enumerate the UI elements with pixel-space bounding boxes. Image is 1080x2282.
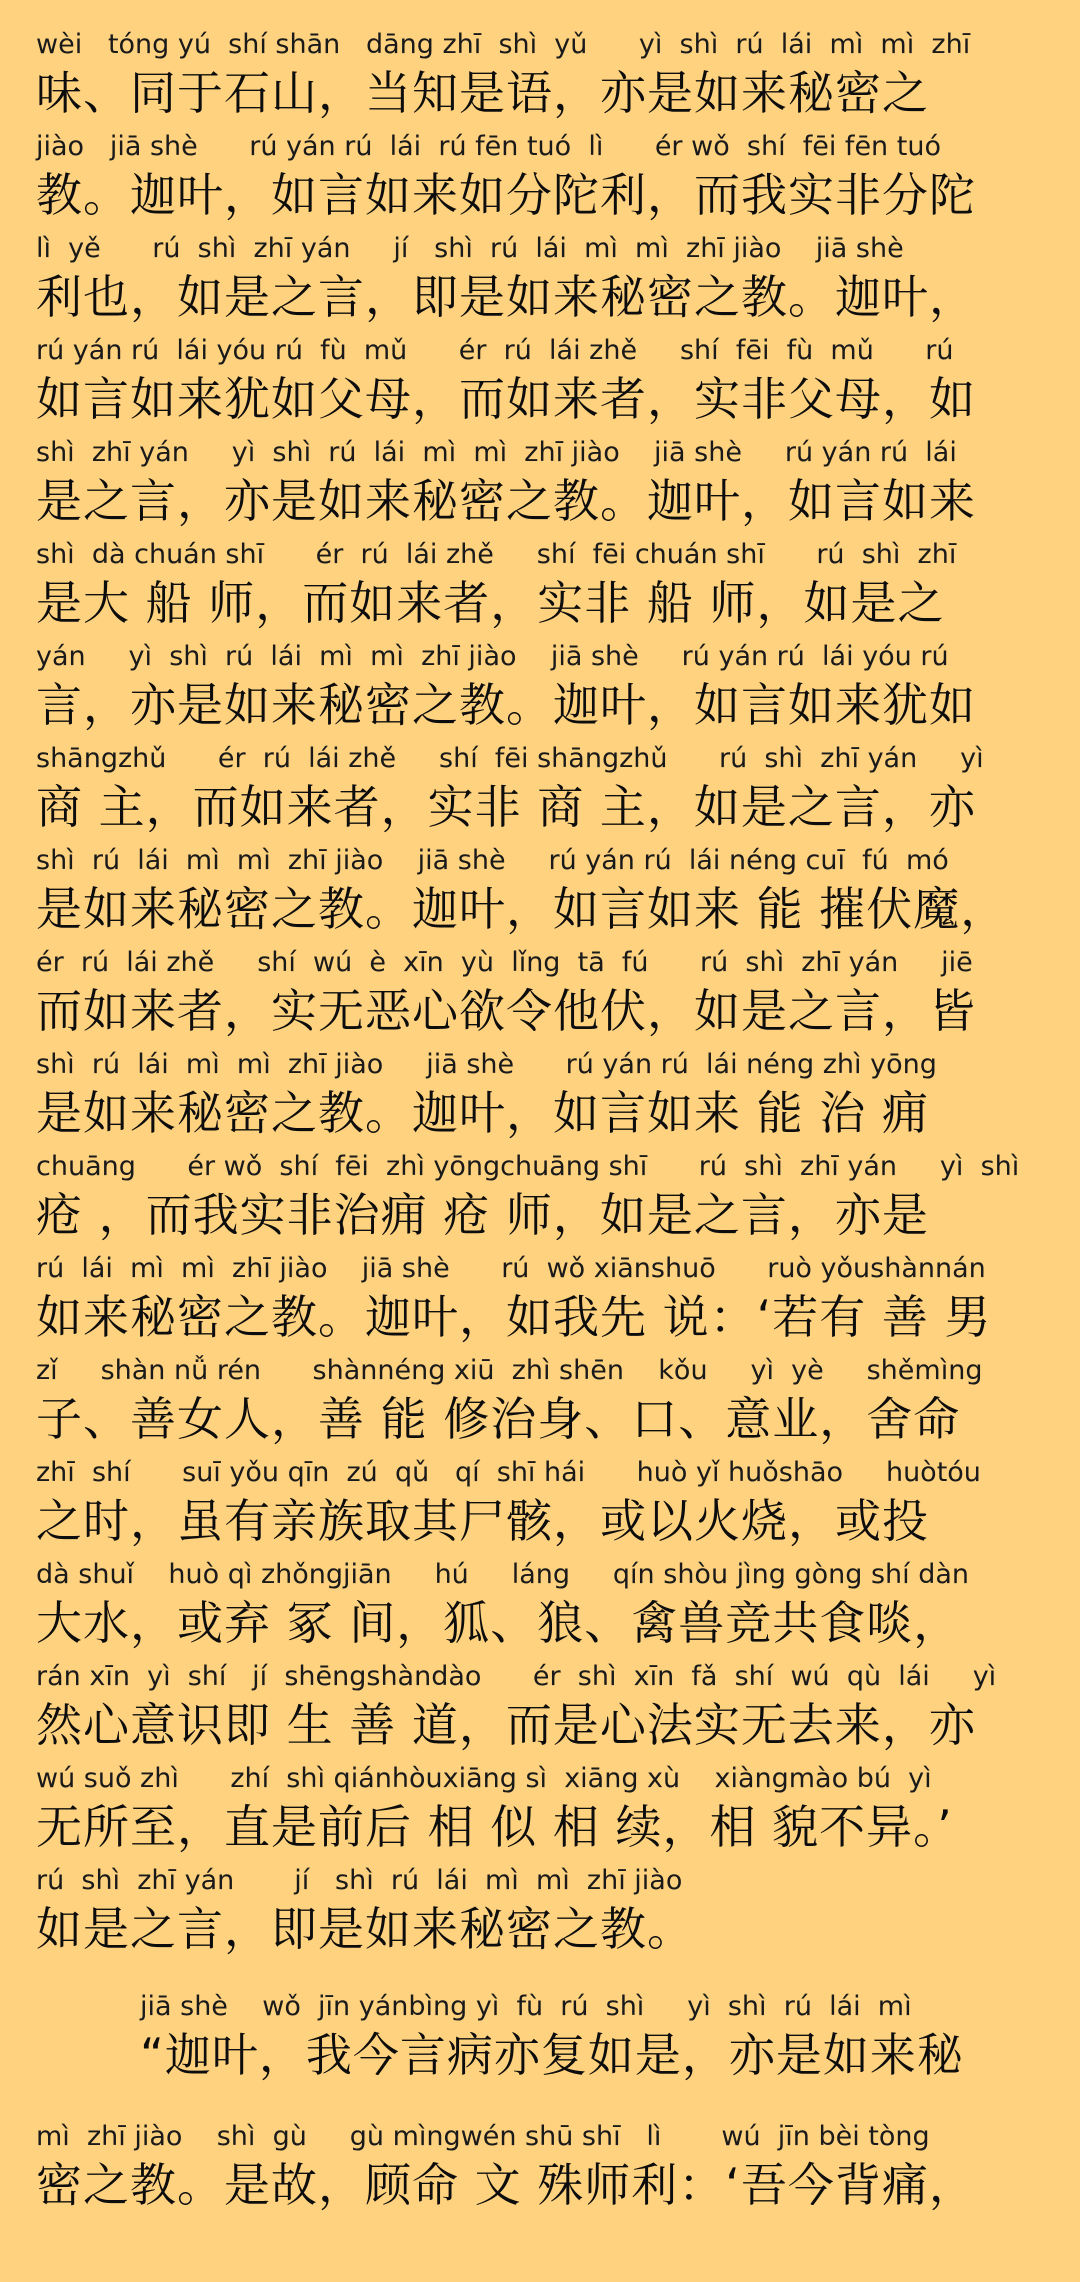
pinyin-line: jiā shè wǒ jīn yánbìng yì fù rú shì yì shì rú lái mì [140,1991,912,2022]
hanzi-line: 之时，虽有亲族取其尸骸，或以火烧，或投 [36,1494,929,1548]
text-line [36,844,1044,944]
pinyin-line: zǐ shàn nǚ rén shànnéng xiū zhì shēn kǒu yì yè shěmìng [36,1355,983,1386]
hanzi-line: 如言如来犹如父母，而如来者，实非父母，如 [36,372,976,426]
pinyin-line: rú lái mì mì zhī jiào jiā shè rú wǒ xiānshuō ruò yǒushànnán [36,1253,986,1284]
hanzi-line: 是如来秘密之教。迦叶，如言如来 能 治 痈 [36,1086,929,1140]
pinyin-line: yán yì shì rú lái mì mì zhī jiào jiā shè rú yán rú lái yóu rú [36,641,949,672]
text-line [36,1150,1044,1250]
pinyin-line: shāngzhǔ ér rú lái zhě shí fēi shāngzhǔ rú shì zhī yán yì [36,743,984,774]
text-line [36,640,1044,740]
hanzi-line: 是大 船 师，而如来者，实非 船 师，如是之 [36,576,945,630]
text-line [36,232,1044,332]
pinyin-line: wú suǒ zhì zhí shì qiánhòuxiāng sì xiāng xù xiàngmào bú yì [36,1763,932,1794]
hanzi-line: 言，亦是如来秘密之教。迦叶，如言如来犹如 [36,678,976,732]
hanzi-line: 密之教。是故，顾命 文 殊师利：‘吾今背痛， [36,2158,976,2212]
hanzi-line: 是如来秘密之教。迦叶，如言如来 能 摧伏魔， [36,882,1008,936]
pinyin-line: wèi tóng yú shí shān dāng zhī shì yǔ yì shì rú lái mì mì zhī [36,29,971,60]
text-line [36,946,1044,1046]
pinyin-line: rán xīn yì shí jí shēngshàndào ér shì xīn fǎ shí wú qù lái yì [36,1661,997,1692]
text-line [36,1252,1044,1352]
hanzi-line: 商 主，而如来者，实非 商 主，如是之言，亦 [36,780,976,834]
pinyin-line: rú yán rú lái yóu rú fù mǔ ér rú lái zhě shí fēi fù mǔ rú [36,335,954,366]
pinyin-line: jiào jiā shè rú yán rú lái rú fēn tuó lì ér wǒ shí fēi fēn tuó [36,131,941,162]
text-line [36,1048,1044,1148]
pinyin-line: shì rú lái mì mì zhī jiào jiā shè rú yán rú lái néng cuī fú mó [36,845,949,876]
hanzi-line: 而如来者，实无恶心欲令他伏，如是之言，皆 [36,984,976,1038]
hanzi-line: 然心意识即 生 善 道，而是心法实无去来，亦 [36,1698,976,1752]
text-line [36,2120,1044,2220]
text-line [36,1864,1044,1964]
pinyin-line: lì yě rú shì zhī yán jí shì rú lái mì mì zhī jiào jiā shè [36,233,904,264]
pinyin-line: shì dà chuán shī ér rú lái zhě shí fēi chuán shī rú shì zhī [36,539,957,570]
pinyin-line: rú shì zhī yán jí shì rú lái mì mì zhī jiào [36,1865,683,1896]
pinyin-line: chuāng ér wǒ shí fēi zhì yōngchuāng shī rú shì zhī yán yì shì [36,1151,1020,1182]
pinyin-line: shì rú lái mì mì zhī jiào jiā shè rú yán rú lái néng zhì yōng [36,1049,937,1080]
text-line [36,1762,1044,1862]
hanzi-line: 如来秘密之教。迦叶，如我先 说：‘若有 善 男 [36,1290,992,1344]
hanzi-line: 教。迦叶，如言如来如分陀利，而我实非分陀 [36,168,976,222]
text-line [36,436,1044,536]
pinyin-line: ér rú lái zhě shí wú è xīn yù lǐng tā fú rú shì zhī yán jiē [36,947,973,978]
text-line [36,28,1044,128]
hanzi-line: 如是之言，即是如来秘密之教。 [36,1902,694,1956]
text-line [36,130,1044,230]
hanzi-line: “迦叶，我今言病亦复如是，亦是如来秘 [140,2028,964,2082]
hanzi-line: 子、善女人，善 能 修治身、口、意业，舍命 [36,1392,961,1446]
pinyin-line: shì zhī yán yì shì rú lái mì mì zhī jiào jiā shè rú yán rú lái [36,437,957,468]
text-line [36,1354,1044,1454]
text-line [36,1558,1044,1658]
text-line [36,1660,1044,1760]
hanzi-line: 利也，如是之言，即是如来秘密之教。迦叶， [36,270,976,324]
text-line [36,1456,1044,1556]
text-line [36,334,1044,434]
hanzi-line: 无所至，直是前后 相 似 相 续，相 貌不异。’ [36,1800,953,1854]
pinyin-line: mì zhī jiào shì gù gù mìngwén shū shī lì wú jīn bèi tòng [36,2121,930,2152]
text-line [36,538,1044,638]
hanzi-line: 味、同于石山，当知是语，亦是如来秘密之 [36,66,929,120]
pinyin-line: zhī shí suī yǒu qīn zú qǔ qí shī hái huò yǐ huǒshāo huòtóu [36,1457,981,1488]
hanzi-line: 疮 ，而我实非治痈 疮 师，如是之言，亦是 [36,1188,929,1242]
pinyin-line: dà shuǐ huò qì zhǒngjiān hú láng qín shòu jìng gòng shí dàn [36,1559,970,1590]
text-line [36,742,1044,842]
text-line [140,1990,1044,2090]
hanzi-line: 大水，或弃 冢 间，狐、狼、禽兽竞共食啖， [36,1596,961,1650]
hanzi-line: 是之言，亦是如来秘密之教。迦叶，如言如来 [36,474,976,528]
